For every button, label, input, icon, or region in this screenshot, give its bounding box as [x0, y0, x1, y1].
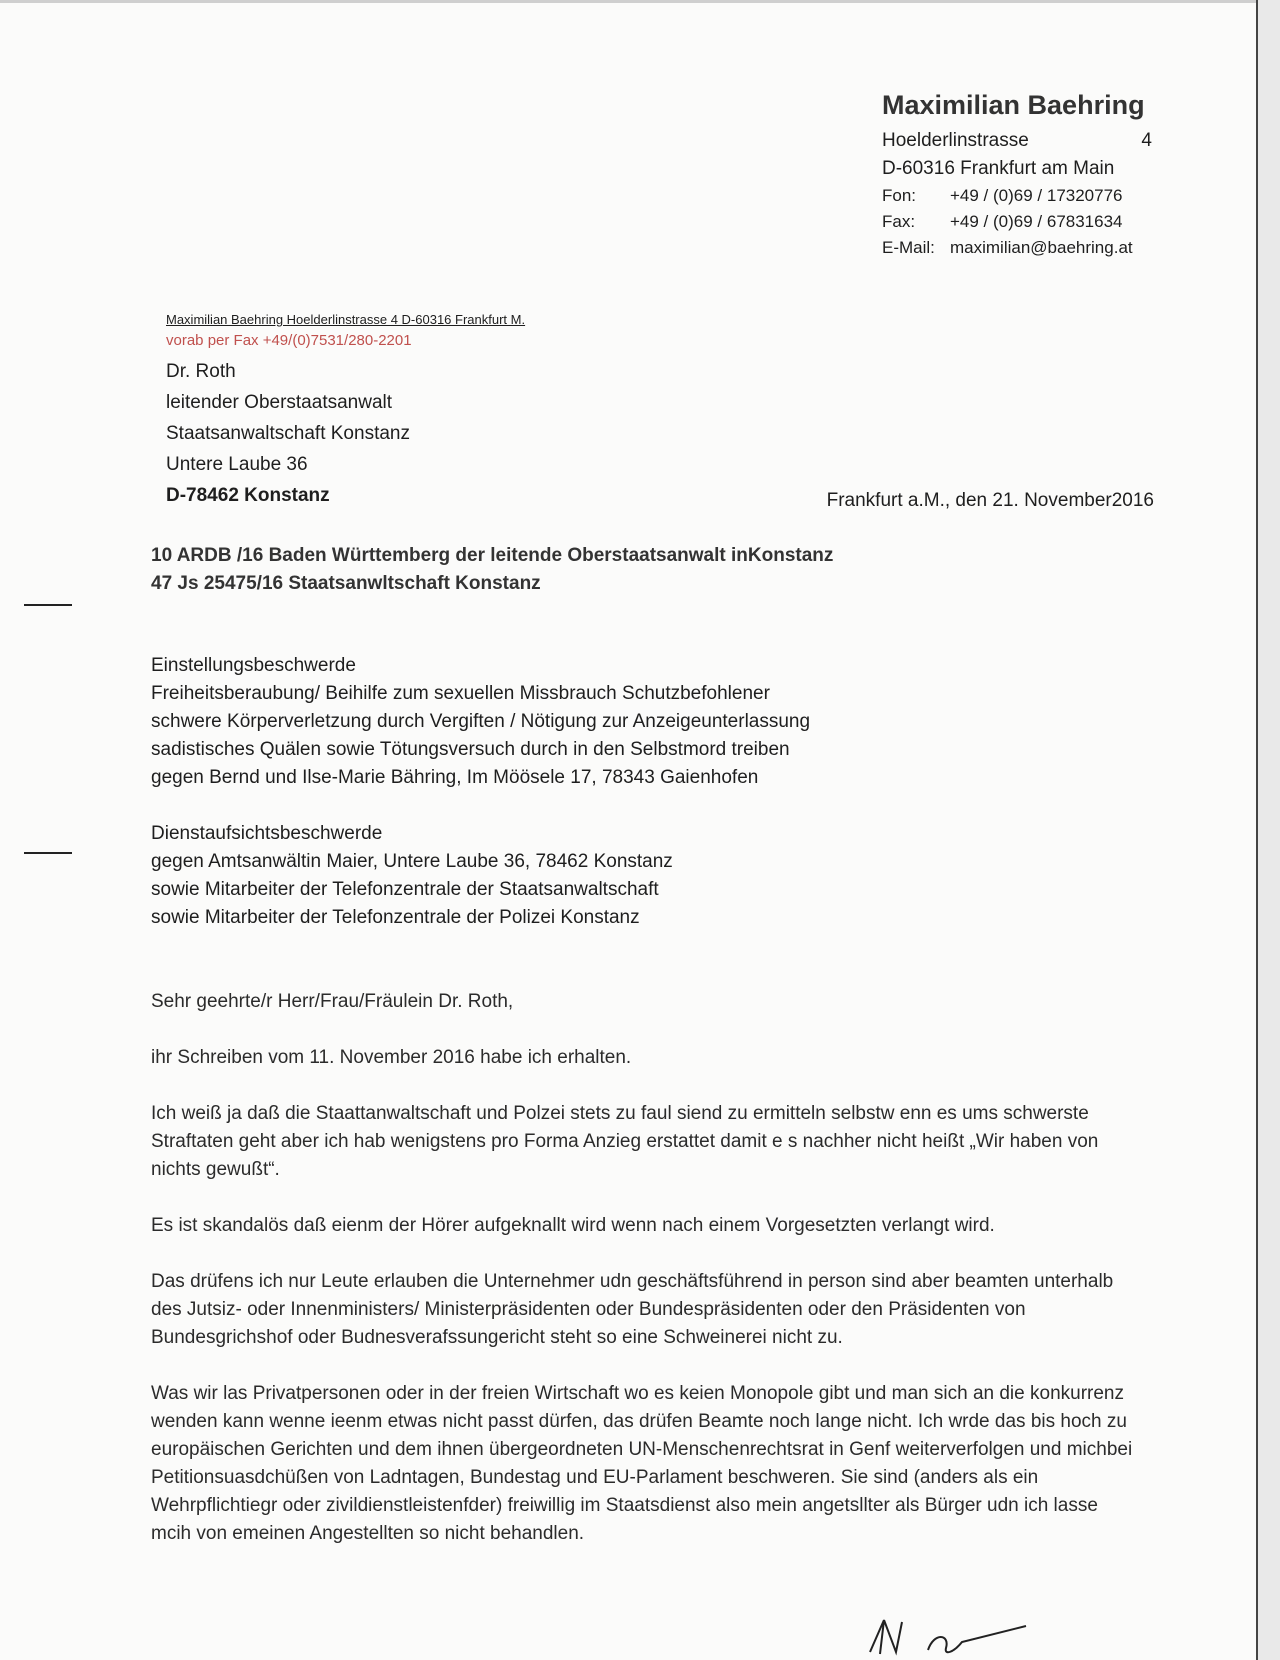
subject-line: sowie Mitarbeiter der Telefonzentrale der Polizei Konstanz	[151, 907, 640, 928]
signature	[850, 1612, 1050, 1660]
sender-email-row	[882, 235, 1152, 261]
reference-line: 10 ARDB /16 Baden Württemberg der leitende Oberstaatsanwalt inKonstanz	[151, 545, 834, 566]
sender-name: Maximilian Baehring	[882, 90, 1145, 120]
fax-note: vorab per Fax +49/(0)7531/280-2201	[166, 332, 412, 349]
recipient-line: Dr. Roth	[166, 361, 236, 382]
reference-numbers	[151, 542, 833, 598]
subject-line: sowie Mitarbeiter der Telefonzentrale der Staatsanwaltschaft	[151, 879, 659, 900]
subject-line: Einstellungsbeschwerde	[151, 655, 356, 676]
recipient-line: Staatsanwaltschaft Konstanz	[166, 423, 410, 444]
fax-label: Fax:	[882, 212, 916, 231]
recipient-line: leitender Oberstaatsanwalt	[166, 392, 393, 413]
body-paragraph: Was wir las Privatpersonen oder in der freien Wirtschaft wo es keien Monopole gibt und man sich an die konkurrenz wenden kann wenne ieenm etwas nicht passt dürfen, das drüfen Beamte noch lange nicht. Ich wrde das bis hoch zu europäischen Gerichten und dem ihnen übergeordneten UN-Menschenrechtsrat in Genf weiterverfolgen und michbei Petitionsuasdchüßen von Ladntagen, Bundestag und EU-Parlament beschweren. Sie sind (anders als ein Wehrpflichtiegr oder zivildienstleistenfder) freiwillig im Staatsdienst also mein angetsllter als Bürger udn ich lasse mcih von emeinen Angestellten so nicht behandlen.	[151, 1383, 1133, 1544]
body-paragraph: ihr Schreiben vom 11. November 2016 habe ich erhalten.	[151, 1047, 632, 1068]
top-edge	[0, 0, 1258, 3]
recipient-block	[166, 356, 410, 511]
subject-line: schwere Körperverletzung durch Vergiften / Nötigung zur Anzeigeunterlassung	[151, 711, 811, 732]
letter-date: Frankfurt a.M., den 21. November2016	[826, 490, 1154, 511]
subject-complaint	[151, 652, 810, 792]
sender-fax-row	[882, 209, 1152, 235]
sender-street-row	[882, 127, 1152, 155]
subject-supervisory-complaint	[151, 820, 673, 932]
reference-line: 47 Js 25475/16 Staatsanwltschaft Konstanz	[151, 573, 541, 594]
letter-body	[151, 988, 1141, 1576]
fon-number: +49 / (0)69 / 17320776	[950, 186, 1123, 205]
sender-fon-row	[882, 183, 1152, 209]
recipient-city: D-78462 Konstanz	[166, 485, 330, 506]
sender-house-number: 4	[1141, 130, 1152, 151]
fold-mark	[24, 604, 72, 606]
body-paragraph: Das drüfens ich nur Leute erlauben die Unternehmer udn geschäftsführend in person sind aber beamten unterhalb des Jutsiz- oder Innenministers/ Ministerpräsidenten oder Bundespräsidenten oder den Präsidenten von Bundesgrichshof oder Budnesverafssungericht steht so eine Schweinerei nicht zu.	[151, 1271, 1114, 1348]
fon-label: Fon:	[882, 186, 917, 205]
subject-line: gegen Bernd und Ilse-Marie Bähring, Im Möösele 17, 78343 Gaienhofen	[151, 767, 759, 788]
email-label: E-Mail:	[882, 238, 935, 257]
salutation: Sehr geehrte/r Herr/Frau/Fräulein Dr. Roth,	[151, 991, 514, 1012]
fold-mark	[24, 852, 72, 854]
subject-line: Freiheitsberaubung/ Beihilfe zum sexuellen Missbrauch Schutzbefohlener	[151, 683, 770, 704]
email-address: maximilian@baehring.at	[950, 238, 1133, 257]
subject-line: gegen Amtsanwältin Maier, Untere Laube 36, 78462 Konstanz	[151, 851, 673, 872]
page-edge	[1256, 0, 1280, 1660]
body-paragraph: Ich weiß ja daß die Staattanwaltschaft und Polzei stets zu faul siend zu ermitteln selbstw enn es ums schwerste Straftaten geht aber ich hab wenigstens pro Forma Anzieg erstattet damit e s nachher nicht heißt „Wir haben von nichts gewußt“.	[151, 1103, 1099, 1180]
body-paragraph: Es ist skandalös daß eienm der Hörer aufgeknallt wird wenn nach einem Vorgesetzten verlangt wird.	[151, 1215, 995, 1236]
sender-block	[882, 90, 1152, 261]
fax-number: +49 / (0)69 / 67831634	[950, 212, 1123, 231]
subject-line: sadistisches Quälen sowie Tötungsversuch durch in den Selbstmord treiben	[151, 739, 790, 760]
sender-city: D-60316 Frankfurt am Main	[882, 158, 1115, 179]
recipient-line: Untere Laube 36	[166, 454, 308, 475]
return-address-line: Maximilian Baehring Hoelderlinstrasse 4 D-60316 Frankfurt M.	[166, 312, 526, 327]
subject-line: Dienstaufsichtsbeschwerde	[151, 823, 383, 844]
sender-street: Hoelderlinstrasse	[882, 130, 1029, 151]
